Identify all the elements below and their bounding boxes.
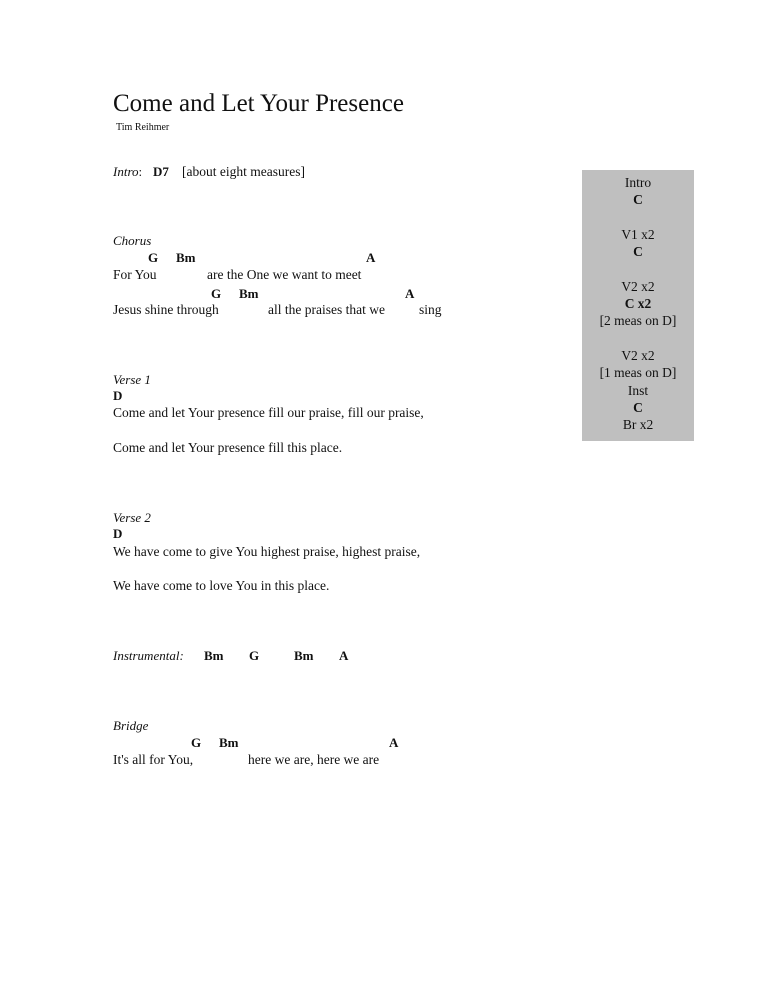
lyric-line: We have come to give You highest praise, highest praise, [113, 544, 421, 559]
chord: G [211, 286, 222, 301]
lyric-fragment: For You [113, 267, 157, 282]
arrangement-item: V1 x2 [621, 226, 655, 242]
lyric-fragment: sing [419, 302, 442, 317]
lyric-fragment: all the praises that we [268, 302, 385, 317]
bridge-label: Bridge [113, 718, 149, 733]
arrangement-item: C x2 [624, 296, 652, 312]
arrangement-item: Br x2 [622, 417, 654, 433]
arrangement-spacer [582, 330, 694, 347]
chorus-label: Chorus [113, 233, 152, 248]
chord: Bm [219, 735, 239, 750]
lyric-fragment: here we are, here we are [248, 752, 380, 767]
lyric-line: We have come to love You in this place. [113, 578, 330, 593]
arrangement-item: C [633, 399, 643, 415]
lyric-fragment: are the One we want to meet [207, 267, 362, 282]
arrangement-item: Inst [627, 382, 649, 398]
chord: D [113, 388, 123, 403]
arrangement-item: V2 x2 [621, 278, 655, 294]
instrumental-label: Instrumental: [113, 648, 184, 663]
chord: Bm [176, 250, 196, 265]
arrangement-item: [2 meas on D] [599, 313, 677, 329]
arrangement-item: [1 meas on D] [599, 365, 677, 381]
arrangement-spacer [582, 209, 694, 226]
chord: A [339, 648, 349, 663]
lyric-fragment: Jesus shine through [113, 302, 219, 317]
chord: A [389, 735, 399, 750]
arrangement-spacer [582, 260, 694, 277]
arrangement-box [582, 170, 694, 441]
chord: G [191, 735, 202, 750]
chord: G [148, 250, 159, 265]
arrangement-item: C [633, 192, 643, 208]
intro-label: Intro: [113, 164, 143, 179]
chord: Bm [204, 648, 224, 663]
song-title: Come and Let Your Presence [113, 90, 404, 117]
chord: A [366, 250, 376, 265]
lyric-line: Come and let Your presence fill this place. [113, 440, 343, 455]
song-author: Tim Reihmer [116, 122, 170, 133]
lyric-fragment: It's all for You, [113, 752, 194, 767]
intro-note: [about eight measures] [182, 164, 305, 179]
chord: Bm [239, 286, 259, 301]
intro-label-text: Intro [113, 164, 139, 179]
verse1-label: Verse 1 [113, 372, 151, 387]
chord: Bm [294, 648, 314, 663]
arrangement-item: Intro [624, 175, 652, 190]
chord: A [405, 286, 415, 301]
lyric-line: Come and let Your presence fill our praise, fill our praise, [113, 405, 424, 420]
arrangement-item: V2 x2 [621, 347, 655, 363]
arrangement-item: C [633, 244, 643, 260]
intro-chord: D7 [153, 164, 169, 179]
chord: D [113, 526, 123, 541]
chord: G [249, 648, 260, 663]
verse2-label: Verse 2 [113, 510, 151, 525]
